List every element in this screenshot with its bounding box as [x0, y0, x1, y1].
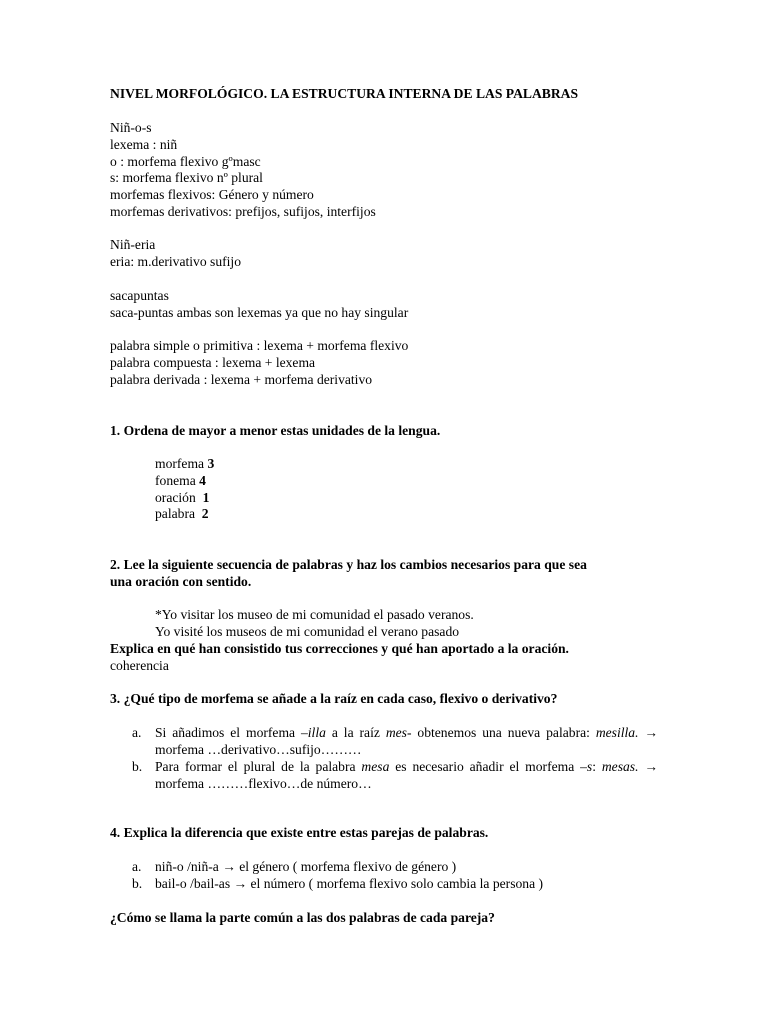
item-text: bail-o /bail-as → el número ( morfema flexivo solo cambia la persona ) [155, 876, 544, 891]
item-text: niñ-o /niñ-a → el género ( morfema flexivo de género ) [155, 859, 457, 874]
followup-text: Explica en qué han consistido tus correcciones y qué han aportado a la oración. [110, 641, 569, 656]
list-item [155, 456, 658, 473]
notes-block-1 [110, 120, 658, 221]
question-4 [110, 825, 658, 842]
example-word: mesa [361, 759, 390, 774]
text-run: Para formar el plural de la palabra [155, 759, 362, 774]
note-line: morfemas flexivos: Género y número [110, 187, 314, 203]
corrected-sentence: Yo visité los museos de mi comunidad el verano pasado [155, 623, 460, 639]
list-item [155, 490, 658, 507]
title-text: NIVEL MORFOLÓGICO. LA ESTRUCTURA INTERNA DE LAS PALABRAS [110, 86, 579, 101]
original-sentence: *Yo visitar los museo de mi comunidad el pasado veranos. [155, 607, 474, 622]
unit-word: morfema [155, 456, 205, 471]
document-title [110, 86, 658, 103]
text-run: obtenemos una nueva palabra: [411, 725, 590, 740]
question-1 [110, 423, 658, 440]
list-marker: a. [132, 859, 142, 874]
question-2 [110, 557, 658, 591]
question-3 [110, 691, 658, 708]
unit-answer: 4 [199, 472, 206, 488]
unit-answer: 2 [201, 506, 209, 522]
followup-text: ¿Cómo se llama la parte común a las dos palabras de cada pareja? [110, 910, 495, 925]
list-item [155, 473, 658, 490]
note-line: morfemas derivativos: prefijos, sufijos, interfijos [110, 203, 376, 219]
question-2-sentences [110, 607, 658, 641]
answer-text: coherencia [110, 657, 169, 673]
text-run: es necesario añadir el morfema [389, 759, 581, 774]
notes-block-3 [110, 288, 658, 322]
note-line: o : morfema flexivo gºmasc [110, 153, 261, 169]
example-word: mesas. [601, 759, 639, 774]
notes-block-4 [110, 338, 658, 388]
question-3-item-b [110, 759, 658, 793]
list-marker: b. [132, 759, 143, 774]
list-marker: b. [132, 876, 143, 891]
root: mes- [385, 725, 412, 740]
text-run: Si añadimos el morfema [155, 725, 301, 740]
unit-word: palabra [155, 506, 195, 522]
question-1-text: 1. Ordena de mayor a menor estas unidades de la lengua. [110, 423, 441, 438]
morpheme: –illa [300, 725, 326, 740]
list-marker: a. [132, 725, 142, 740]
question-4-text: 4. Explica la diferencia que existe entre estas parejas de palabras. [110, 825, 489, 840]
question-2-text: 2. Lee la siguiente secuencia de palabras y haz los cambios necesarios para que sea [110, 557, 587, 572]
question-3-text: 3. ¿Qué tipo de morfema se añade a la raíz en cada caso, flexivo o derivativo? [110, 691, 558, 706]
question-4-followup [110, 910, 658, 927]
example-word: mesilla. [595, 725, 639, 740]
note-line: s: morfema flexivo nº plural [110, 170, 263, 186]
text-run: : [592, 759, 596, 774]
note-line: saca-puntas ambas son lexemas ya que no hay singular [110, 304, 409, 320]
item-b-text [155, 759, 658, 793]
note-line: sacapuntas [110, 288, 169, 303]
question-3-item-a [110, 725, 658, 759]
morpheme: –s [580, 759, 593, 774]
unit-answer: 1 [202, 489, 210, 505]
note-line: eria: m.derivativo sufijo [110, 253, 241, 269]
question-2-text: una oración con sentido. [110, 573, 252, 589]
question-4-item-a [110, 859, 658, 876]
note-line: Niñ-o-s [110, 120, 152, 135]
unit-word: fonema [155, 472, 196, 488]
list-item [155, 506, 658, 523]
note-line: palabra compuesta : lexema + lexema [110, 354, 316, 370]
answer-run: → morfema ………flexivo…de número… [155, 759, 658, 791]
unit-answer: 3 [207, 456, 215, 471]
note-line: Niñ-eria [110, 237, 156, 252]
answer-run: → morfema …derivativo…sufijo……… [155, 725, 659, 757]
question-1-list [110, 456, 658, 523]
note-line: palabra simple o primitiva : lexema + morfema flexivo [110, 338, 409, 353]
notes-block-2 [110, 237, 658, 271]
question-4-item-b [110, 876, 658, 893]
item-a-text [155, 725, 658, 759]
question-2-followup [110, 641, 658, 675]
text-run: a la raíz [325, 725, 386, 740]
note-line: lexema : niñ [110, 136, 178, 152]
unit-word: oración [155, 489, 196, 505]
note-line: palabra derivada : lexema + morfema derivativo [110, 371, 373, 387]
